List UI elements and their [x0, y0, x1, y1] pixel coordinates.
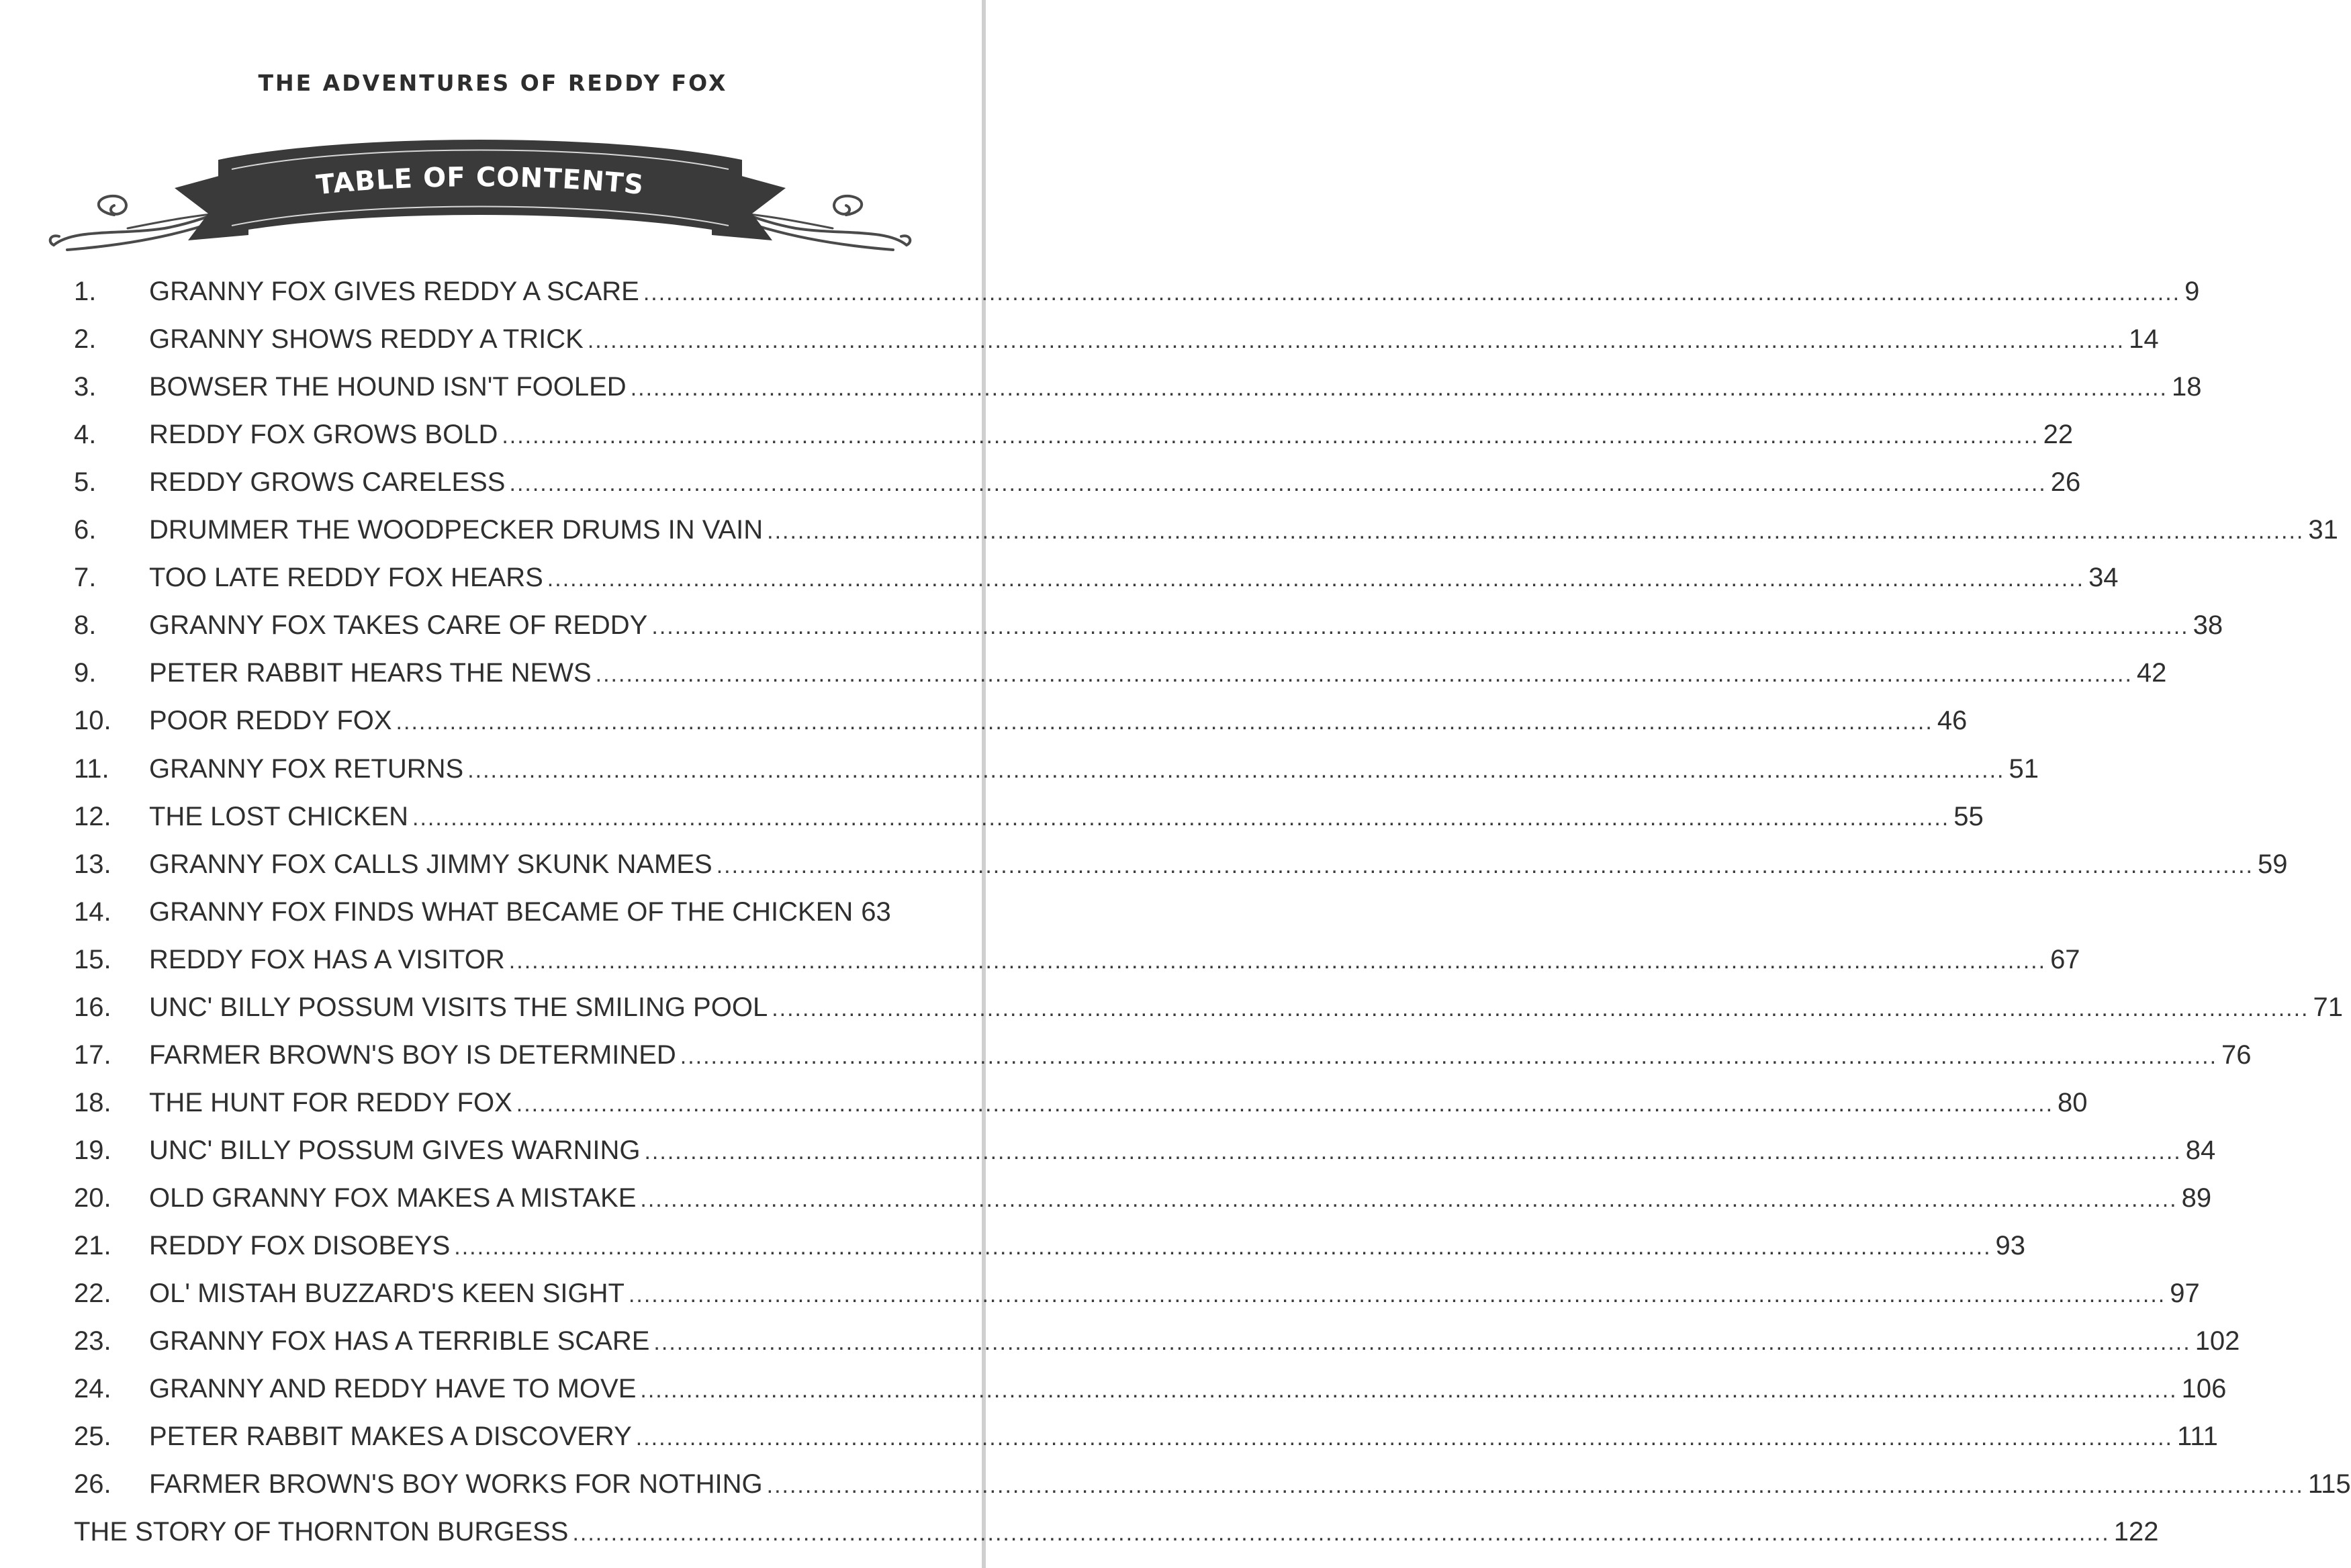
chapter-title: GRANNY FOX FINDS WHAT BECAME OF THE CHICKEN [149, 896, 854, 927]
book-title: THE ADVENTURES OF REDDY FOX [258, 70, 728, 96]
page-number: 67 [2050, 944, 2080, 974]
chapter-number: 4. [74, 420, 97, 450]
dot-leader: ........................................................................................................................................................................................................ [396, 709, 1933, 735]
page-number: 115 [2307, 1469, 2351, 1500]
chapter-title: POOR REDDY FOX [149, 706, 392, 736]
dot-leader: ........................................................................................................................................................................................................ [644, 1138, 2182, 1164]
toc-entry [74, 753, 2039, 794]
dot-leader: ........................................................................................................................................................................................................ [502, 423, 2039, 449]
chapter-number: 22. [74, 1279, 111, 1309]
chapter-title: PETER RABBIT HEARS THE NEWS [149, 658, 592, 688]
chapter-number: 8. [74, 610, 97, 641]
chapter-number: 11. [74, 753, 109, 784]
chapter-number: 6. [74, 515, 97, 545]
page-number: 93 [1995, 1231, 2026, 1260]
page-number: 22 [2043, 420, 2074, 450]
page-number: 111 [2177, 1422, 2218, 1452]
page-number: 18 [2171, 372, 2202, 402]
chapter-number: 7. [74, 563, 97, 593]
toc-entry [74, 1517, 2159, 1557]
chapter-number: 10. [74, 706, 111, 736]
chapter-number: 24. [74, 1374, 111, 1404]
toc-entry [74, 992, 2343, 1033]
dot-leader: ........................................................................................................................................................................................................ [653, 1330, 2191, 1356]
chapter-number: 9. [74, 658, 97, 688]
chapter-title: GRANNY FOX TAKES CARE OF REDDY [149, 610, 648, 641]
page-number: 106 [2181, 1374, 2227, 1404]
chapter-number: 14. [74, 896, 111, 927]
page-number: 14 [2129, 324, 2159, 355]
chapter-number: 23. [74, 1326, 111, 1356]
chapter-title: GRANNY FOX GIVES REDDY A SCARE [149, 277, 639, 306]
chapter-number: 3. [74, 372, 97, 402]
dot-leader: ........................................................................................................................................................................................................ [547, 566, 2085, 592]
dot-leader: ........................................................................................................................................................................................................ [516, 1091, 2054, 1117]
toc-entry [74, 1374, 2227, 1414]
page-number: 31 [2308, 515, 2338, 545]
dot-leader: ........................................................................................................................................................................................................ [572, 1520, 2110, 1547]
chapter-number: 17. [74, 1040, 111, 1070]
chapter-title: BOWSER THE HOUND ISN'T FOOLED [149, 372, 627, 402]
page-number: 102 [2195, 1326, 2240, 1356]
toc-entry [74, 420, 2074, 460]
toc-entry [74, 1135, 2216, 1176]
toc-entry [74, 1422, 2218, 1462]
chapter-title: REDDY FOX HAS A VISITOR [149, 944, 505, 974]
toc-entry [74, 467, 2081, 508]
toc-entry [74, 896, 891, 937]
dot-leader: ........................................................................................................................................................................................................ [595, 661, 2133, 688]
page-number: 97 [2170, 1279, 2200, 1309]
page-number: 80 [2058, 1087, 2088, 1117]
toc-entry [74, 324, 2159, 365]
chapter-title: REDDY GROWS CARELESS [149, 467, 506, 498]
dot-leader: ........................................................................................................................................................................................................ [767, 518, 2305, 545]
chapter-number: 15. [74, 944, 111, 974]
toc-entry [74, 1469, 2351, 1510]
dot-leader: ........................................................................................................................................................................................................ [628, 1282, 2166, 1308]
chapter-number: 18. [74, 1087, 111, 1117]
dot-leader: ........................................................................................................................................................................................................ [467, 757, 2005, 783]
chapter-title: UNC' BILLY POSSUM VISITS THE SMILING POOL [149, 992, 768, 1022]
toc-entry [74, 801, 1984, 842]
chapter-title: FARMER BROWN'S BOY IS DETERMINED [149, 1040, 676, 1070]
page-number: 59 [2257, 849, 2288, 879]
dot-leader: ........................................................................................................................................................................................................ [716, 852, 2254, 878]
chapter-number: 25. [74, 1422, 111, 1452]
chapter-number: 12. [74, 801, 111, 831]
toc-entry [74, 1040, 2252, 1080]
chapter-number: 13. [74, 849, 111, 879]
chapter-title: TOO LATE REDDY FOX HEARS [149, 563, 543, 593]
chapter-title: THE LOST CHICKEN [149, 801, 408, 831]
dot-leader: ........................................................................................................................................................................................................ [508, 948, 2047, 974]
toc-entry [74, 277, 2200, 317]
dot-leader: ........................................................................................................................................................................................................ [635, 1425, 2174, 1451]
chapter-title: OLD GRANNY FOX MAKES A MISTAKE [149, 1183, 637, 1213]
page-number: 76 [2221, 1040, 2252, 1070]
toc-banner [47, 134, 913, 269]
toc-entry [74, 372, 2202, 412]
toc-entry [74, 849, 2288, 890]
toc-entry [74, 706, 1968, 746]
dot-leader: ........................................................................................................................................................................................................ [680, 1043, 2218, 1069]
chapter-title: GRANNY FOX CALLS JIMMY SKUNK NAMES [149, 849, 712, 879]
chapter-title: THE HUNT FOR REDDY FOX [149, 1087, 512, 1117]
chapter-title: DRUMMER THE WOODPECKER DRUMS IN VAIN [149, 515, 764, 545]
chapter-number: 5. [74, 467, 97, 498]
chapter-title: FARMER BROWN'S BOY WORKS FOR NOTHING [149, 1469, 763, 1500]
page-number: 71 [2313, 992, 2343, 1022]
toc-entry [74, 563, 2119, 603]
chapter-number: 19. [74, 1135, 111, 1165]
chapter-title: UNC' BILLY POSSUM GIVES WARNING [149, 1135, 641, 1165]
chapter-number: 21. [74, 1231, 111, 1260]
chapter-number: 20. [74, 1183, 111, 1213]
chapter-title: GRANNY AND REDDY HAVE TO MOVE [149, 1374, 637, 1404]
dot-leader: ........................................................................................................................................................................................................ [640, 1186, 2178, 1212]
page-number: 42 [2136, 658, 2167, 688]
toc-entry [74, 1087, 2088, 1128]
chapter-number: 2. [74, 324, 97, 355]
toc-entry [74, 944, 2080, 985]
chapter-title: REDDY FOX DISOBEYS [149, 1231, 451, 1260]
page-number: 26 [2050, 467, 2081, 498]
dot-leader: ........................................................................................................................................................................................................ [640, 1377, 2178, 1403]
page-number: 55 [1953, 801, 1984, 831]
dot-leader: ........................................................................................................................................................................................................ [630, 375, 2168, 402]
toc-entry [74, 1326, 2240, 1367]
page-number: 34 [2088, 563, 2119, 593]
page-number: 122 [2113, 1517, 2159, 1547]
chapter-title: GRANNY SHOWS REDDY A TRICK [149, 324, 584, 355]
dot-leader: ........................................................................................................................................................................................................ [643, 280, 2181, 306]
page-number: 89 [2181, 1183, 2212, 1213]
chapter-title: GRANNY FOX RETURNS [149, 753, 464, 784]
toc-entry [74, 1231, 2026, 1271]
toc-entry [74, 1183, 2212, 1224]
chapter-title: GRANNY FOX HAS A TERRIBLE SCARE [149, 1326, 650, 1356]
chapter-number: 26. [74, 1469, 111, 1500]
banner-label: TABLE OF CONTENTS [314, 162, 646, 201]
toc-entry [74, 1279, 2200, 1319]
chapter-number: 1. [74, 277, 97, 306]
page-number: 38 [2193, 610, 2223, 641]
page-number: 51 [2009, 753, 2039, 784]
page-number: 9 [2184, 277, 2200, 306]
page-number: 46 [1937, 706, 1968, 736]
chapter-title: THE STORY OF THORNTON BURGESS [74, 1517, 569, 1547]
chapter-title: OL' MISTAH BUZZARD'S KEEN SIGHT [149, 1279, 625, 1309]
page-number: 84 [2185, 1135, 2216, 1165]
chapter-number: 16. [74, 992, 111, 1022]
dot-leader: ........................................................................................................................................................................................................ [651, 614, 2189, 640]
chapter-title: PETER RABBIT MAKES A DISCOVERY [149, 1422, 632, 1452]
dot-leader: ........................................................................................................................................................................................................ [509, 471, 2047, 497]
dot-leader: ........................................................................................................................................................................................................ [587, 328, 2125, 354]
toc-entry [74, 658, 2167, 698]
toc-entry [74, 610, 2223, 651]
dot-leader: ........................................................................................................................................................................................................ [766, 1473, 2304, 1499]
chapter-title: REDDY FOX GROWS BOLD [149, 420, 498, 450]
dot-leader: ........................................................................................................................................................................................................ [772, 995, 2309, 1021]
dot-leader: ........................................................................................................................................................................................................ [412, 804, 1950, 831]
page-number: 63 [861, 896, 891, 927]
dot-leader: ........................................................................................................................................................................................................ [454, 1234, 1992, 1260]
toc-entry [74, 515, 2338, 555]
